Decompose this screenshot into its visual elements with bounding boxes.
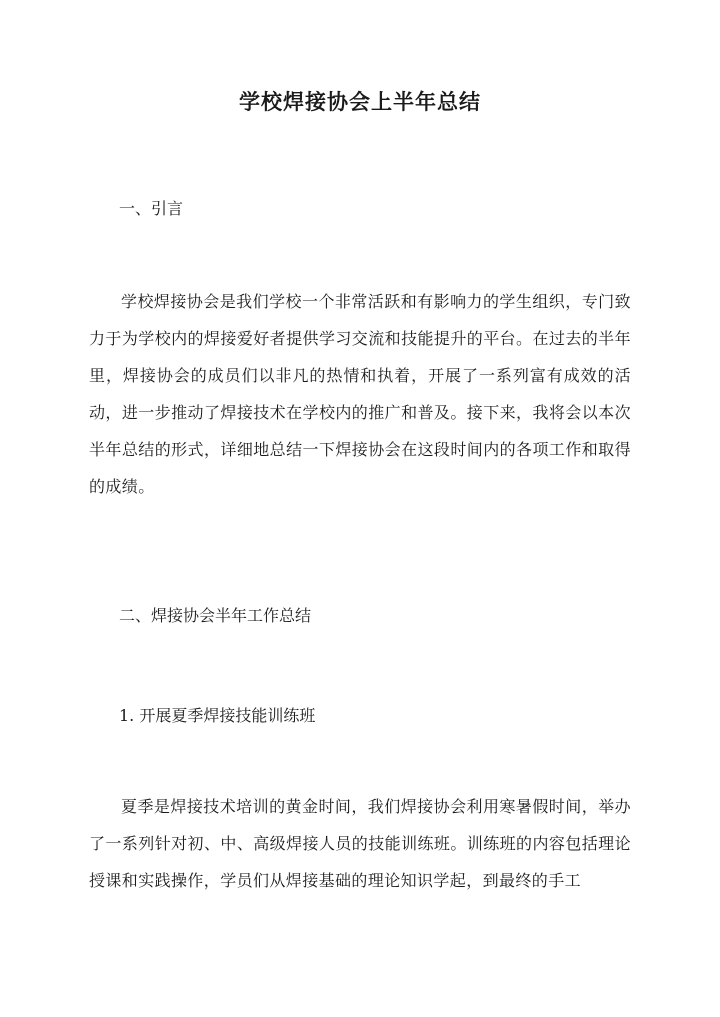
subsection-heading-training: 1. 开展夏季焊接技能训练班 — [119, 706, 316, 725]
section-heading-introduction: 一、引言 — [119, 199, 184, 218]
document-title: 学校焊接协会上半年总结 — [239, 89, 481, 114]
training-paragraph: 夏季是焊接技术培训的黄金时间，我们焊接协会利用寒暑假时间，举办了一系列针对初、中、高级焊接人员的技能训练班。训练班的内容包括理论授课和实践操作，学员们从焊接基础的理论知识学起，到最终的手工 — [89, 797, 631, 890]
section-heading-work-summary: 二、焊接协会半年工作总结 — [119, 606, 312, 625]
introduction-paragraph: 学校焊接协会是我们学校一个非常活跃和有影响力的学生组织，专门致力于为学校内的焊接爱好者提供学习交流和技能提升的平台。在过去的半年里，焊接协会的成员们以非凡的热情和执着，开展了一系列富有成效的活动，进一步推动了焊接技术在学校内的推广和普及。接下来，我将会以本次半年总结的形式，详细地总结一下焊接协会在这段时间内的各项工作和取得的成绩。 — [89, 292, 631, 496]
